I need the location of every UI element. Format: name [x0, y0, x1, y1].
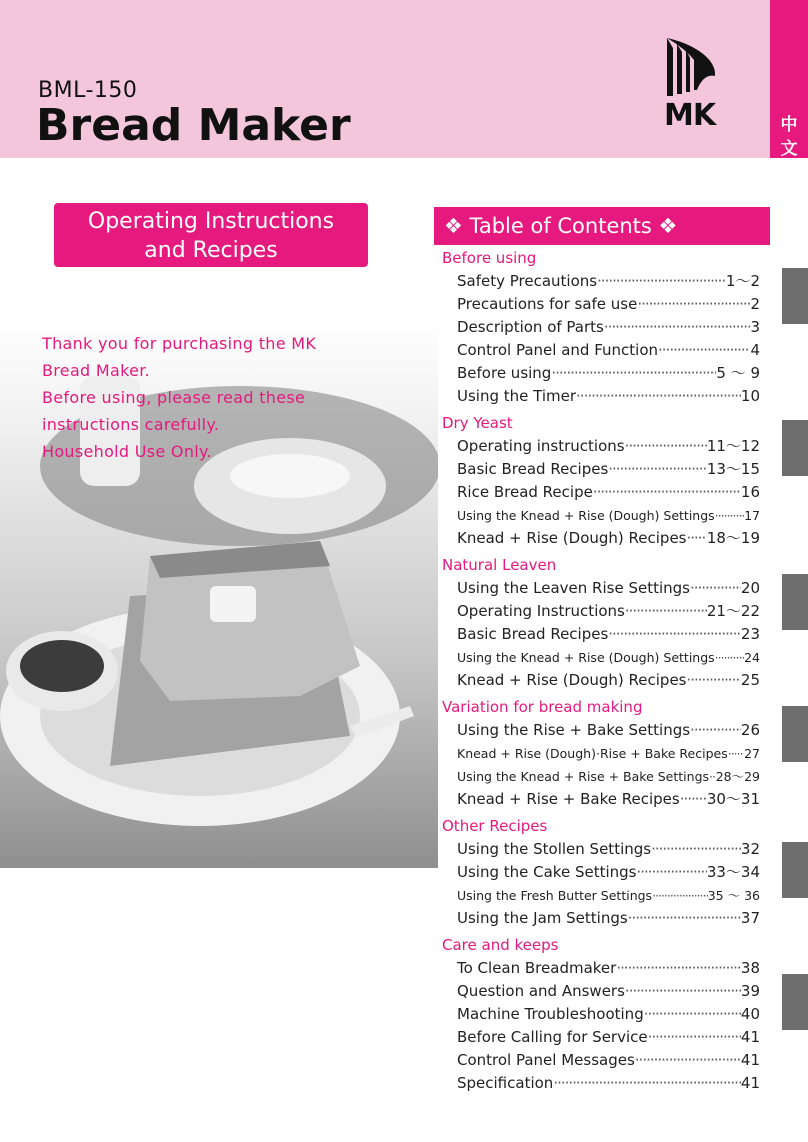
toc-entry[interactable] — [442, 669, 760, 692]
header-band — [0, 0, 770, 158]
toc-entry-label: Using the Fresh Butter Settings — [457, 888, 653, 903]
toc-entry[interactable] — [442, 719, 760, 742]
toc-entry-page: 13～15 — [706, 460, 760, 478]
toc-entry[interactable] — [442, 577, 760, 600]
toc-leader-dots — [608, 458, 707, 481]
toc-entry[interactable] — [442, 435, 760, 458]
toc-entry-page: 41 — [740, 1028, 760, 1046]
toc-entry-label: Knead + Rise (Dough)·Rise + Bake Recipes — [457, 746, 728, 761]
toc-entry-page: 1～2 — [725, 272, 760, 290]
toc-entry-label: Operating instructions — [457, 437, 625, 455]
toc-entry-page: 18～19 — [706, 529, 760, 547]
toc-entry-label: Basic Bread Recipes — [457, 625, 609, 643]
toc-entry[interactable] — [442, 316, 760, 339]
toc-entry-label: Using the Stollen Settings — [457, 840, 652, 858]
toc-entry-label: Before using — [457, 364, 552, 382]
language-tab[interactable] — [770, 0, 808, 158]
toc-entry[interactable] — [442, 600, 760, 623]
page-title: Bread Maker — [36, 100, 351, 151]
toc-entry-label: Control Panel and Function — [457, 341, 659, 359]
toc-leader-dots — [551, 362, 716, 385]
toc-entry-label: Using the Knead + Rise (Dough) Settings — [457, 508, 715, 523]
toc-entry[interactable] — [442, 339, 760, 362]
toc-entry-label: Using the Rise + Bake Settings — [457, 721, 691, 739]
toc-entry-label: Using the Knead + Rise (Dough) Settings — [457, 650, 715, 665]
toc-leader-dots — [597, 270, 726, 293]
toc-entry-page: 21～22 — [706, 602, 760, 620]
toc-entry[interactable] — [442, 646, 760, 669]
toc-leader-dots — [690, 577, 741, 600]
toc-entry-label: Using the Knead + Rise + Bake Settings — [457, 769, 710, 784]
toc-entry-label: Description of Parts — [457, 318, 604, 336]
toc-leader-dots — [628, 907, 741, 930]
toc-entry[interactable] — [442, 481, 760, 504]
intro-line: Before using, please read these — [42, 388, 306, 407]
intro-line: instructions carefully. — [42, 415, 220, 434]
toc-entry-page: 10 — [740, 387, 760, 405]
toc-entry-label: Operating Instructions — [457, 602, 625, 620]
toc-leader-dots — [652, 884, 708, 907]
toc-entry[interactable] — [442, 884, 760, 907]
toc-entry-label: Before Calling for Service — [457, 1028, 648, 1046]
toc-leader-dots — [576, 385, 741, 408]
table-of-contents — [442, 246, 760, 1098]
toc-entry-page: 16 — [740, 483, 760, 501]
toc-section-title: Before using — [442, 249, 537, 267]
toc-entry[interactable] — [442, 527, 760, 550]
toc-leader-dots — [625, 600, 707, 623]
toc-leader-dots — [604, 316, 751, 339]
toc-leader-dots — [644, 1003, 741, 1026]
intro-line: Household Use Only. — [42, 442, 212, 461]
toc-entry-label: Knead + Rise (Dough) Recipes — [457, 529, 687, 547]
subtitle-line-1: Operating Instructions — [87, 209, 335, 234]
subtitle-box — [54, 203, 368, 267]
toc-leader-dots — [635, 1049, 741, 1072]
toc-entry[interactable] — [442, 765, 760, 788]
toc-leader-dots — [637, 293, 750, 316]
toc-leader-dots — [553, 1072, 741, 1095]
toc-entry-label: Safety Precautions — [457, 272, 598, 290]
toc-entry-label: Precautions for safe use — [457, 295, 638, 313]
toc-entry-label: Basic Bread Recipes — [457, 460, 609, 478]
toc-entry-page: 38 — [740, 959, 760, 977]
intro-line: Bread Maker. — [42, 361, 151, 380]
toc-leader-dots — [651, 838, 741, 861]
subtitle-line-2: and Recipes — [144, 238, 278, 263]
toc-leader-dots — [608, 623, 741, 646]
toc-entry[interactable] — [442, 742, 760, 765]
toc-entry-page: 25 — [740, 671, 760, 689]
toc-leader-dots — [625, 435, 707, 458]
toc-entry-label: Machine Troubleshooting — [457, 1005, 644, 1023]
toc-entry[interactable] — [442, 362, 760, 385]
toc-entry[interactable] — [442, 458, 760, 481]
toc-entry[interactable] — [442, 1072, 760, 1095]
toc-leader-dots — [715, 646, 744, 669]
toc-entry-page: 35 ～ 36 — [707, 888, 760, 903]
toc-entry[interactable] — [442, 293, 760, 316]
toc-entry-page: 11～12 — [706, 437, 760, 455]
toc-heading: ❖ Table of Contents ❖ — [434, 207, 770, 245]
toc-entry[interactable] — [442, 838, 760, 861]
toc-entry-page: 2 — [750, 295, 760, 313]
toc-entry[interactable] — [442, 623, 760, 646]
toc-entry[interactable] — [442, 1003, 760, 1026]
toc-entry-page: 33～34 — [706, 863, 760, 881]
toc-entry-page: 39 — [740, 982, 760, 1000]
toc-entry[interactable] — [442, 788, 760, 811]
toc-entry-page: 5 ～ 9 — [716, 364, 760, 382]
toc-entry-label: Knead + Rise + Bake Recipes — [457, 790, 680, 808]
toc-entry-page: 23 — [740, 625, 760, 643]
toc-entry-label: Rice Bread Recipe — [457, 483, 593, 501]
toc-entry-label: Using the Timer — [457, 387, 577, 405]
toc-entry-page: 3 — [750, 318, 760, 336]
toc-leader-dots — [728, 742, 744, 765]
toc-entry[interactable] — [442, 504, 760, 527]
toc-leader-dots — [648, 1026, 741, 1049]
toc-leader-dots — [625, 980, 741, 1003]
toc-entry-label: To Clean Breadmaker — [457, 959, 617, 977]
toc-section-title: Variation for bread making — [442, 698, 643, 716]
toc-entry[interactable] — [442, 980, 760, 1003]
toc-entry-label: Using the Jam Settings — [457, 909, 628, 927]
toc-entry-page: 41 — [740, 1051, 760, 1069]
toc-leader-dots — [658, 339, 750, 362]
toc-entry-page: 24 — [744, 650, 760, 665]
toc-entry-page: 41 — [740, 1074, 760, 1092]
toc-entry-page: 40 — [740, 1005, 760, 1023]
toc-entry-label: Control Panel Messages — [457, 1051, 635, 1069]
toc-entry-label: Specification — [457, 1074, 554, 1092]
toc-entry[interactable] — [442, 270, 760, 293]
toc-entry-label: Using the Leaven Rise Settings — [457, 579, 690, 597]
toc-entry-page: 27 — [744, 746, 760, 761]
toc-entry-label: Knead + Rise (Dough) Recipes — [457, 671, 687, 689]
toc-entry[interactable] — [442, 861, 760, 884]
toc-entry-page: 37 — [740, 909, 760, 927]
intro-line: Thank you for purchasing the MK — [42, 334, 317, 353]
toc-leader-dots — [690, 719, 741, 742]
toc-entry-page: 28～29 — [715, 769, 760, 784]
toc-entry[interactable] — [442, 907, 760, 930]
toc-leader-dots — [715, 504, 744, 527]
toc-section-title: Care and keeps — [442, 936, 559, 954]
toc-leader-dots — [616, 957, 741, 980]
toc-leader-dots — [686, 669, 740, 692]
toc-entry[interactable] — [442, 1026, 760, 1049]
toc-section-gap — [442, 1095, 760, 1098]
toc-leader-dots — [686, 527, 706, 550]
toc-entry[interactable] — [442, 957, 760, 980]
toc-section-title: Other Recipes — [442, 817, 548, 835]
brand-name: MK — [664, 98, 716, 133]
toc-leader-dots — [636, 861, 706, 884]
toc-entry-page: 4 — [750, 341, 760, 359]
lang-char-2: 文 — [780, 139, 798, 159]
toc-leader-dots — [709, 765, 716, 788]
toc-entry[interactable] — [442, 1049, 760, 1072]
toc-section-title: Natural Leaven — [442, 556, 557, 574]
toc-entry-page: 17 — [744, 508, 760, 523]
toc-leader-dots — [680, 788, 707, 811]
model-number: BML-150 — [38, 78, 138, 103]
toc-entry-page: 26 — [740, 721, 760, 739]
toc-entry-label: Using the Cake Settings — [457, 863, 637, 881]
toc-entry-label: Question and Answers — [457, 982, 625, 1000]
toc-entry-page: 30～31 — [706, 790, 760, 808]
toc-leader-dots — [593, 481, 741, 504]
toc-section-title: Dry Yeast — [442, 414, 513, 432]
lang-char-1: 中 — [780, 115, 798, 135]
toc-entry[interactable] — [442, 385, 760, 408]
toc-entry-page: 32 — [740, 840, 760, 858]
toc-entry-page: 20 — [740, 579, 760, 597]
intro-text — [42, 330, 352, 465]
